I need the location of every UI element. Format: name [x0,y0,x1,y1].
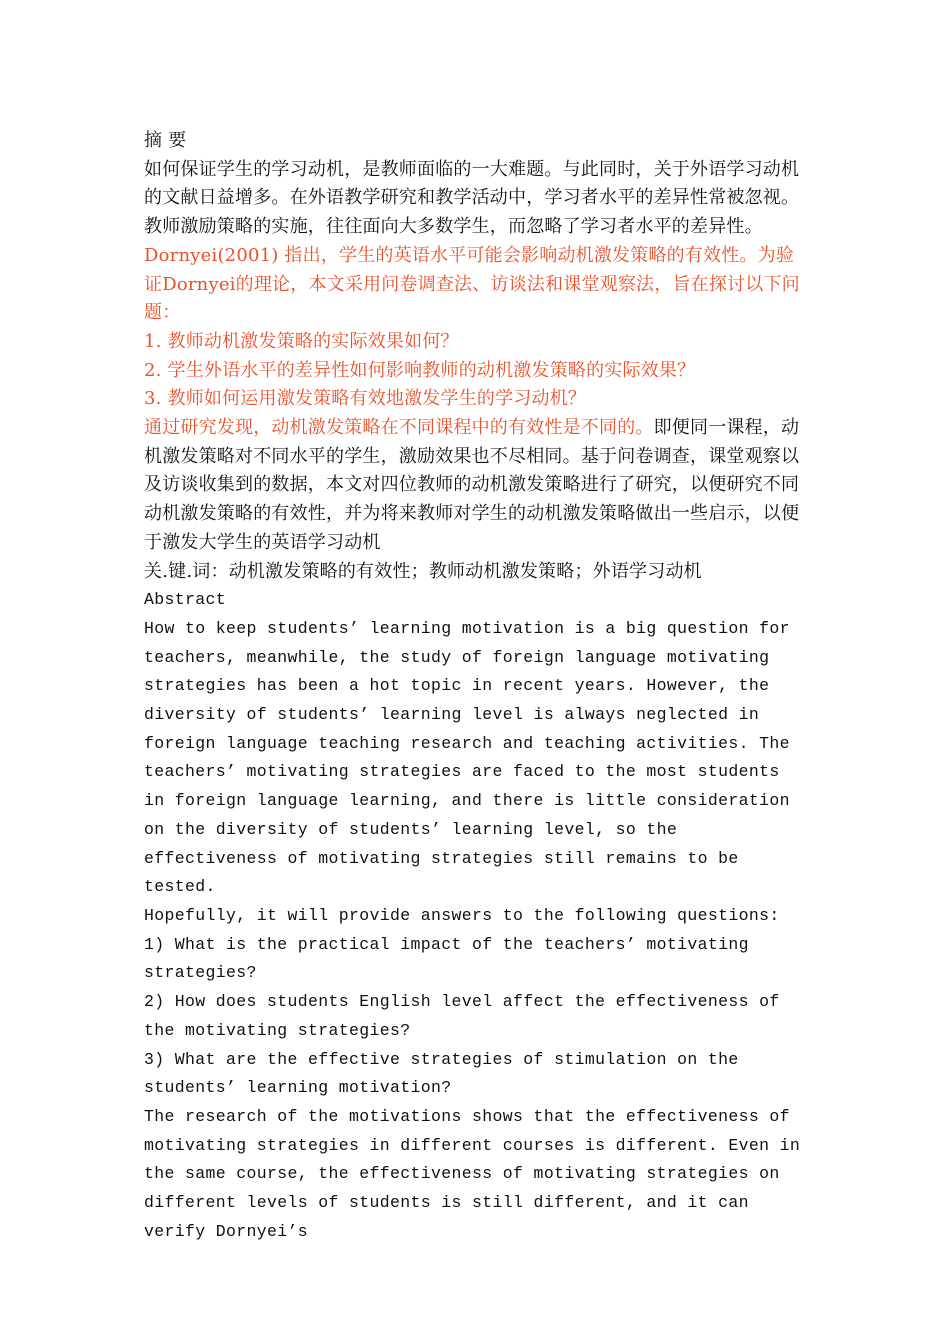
cn-abstract-paragraph: 如何保证学生的学习动机，是教师面临的一大难题。与此同时，关于外语学习动机的文献日益增多。在外语教学研究和教学活动中，学习者水平的差异性常被忽视。教师激励策略的实施，往往面向大多数学生，而忽略了学习者水平的差异性。 [144,158,800,238]
en-abstract-paragraph: How to keep students’ learning motivation is a big question for teachers, meanwhile, the study of foreign language motivating strategies has been a hot topic in recent years. However, the diversity of students’ learning level is always neglected in foreign language teaching research and teaching activities. The teachers’ motivating strategies are faced to the most students in foreign language learning, and there is little consideration on the diversity of students’ learning level, so the effectiveness of motivating strategies still remains to be tested. [144,618,790,897]
en-question-3: 3) What are the effective strategies of stimulation on the students’ learning motivation? [144,1049,739,1098]
document-body [144,127,810,1246]
cn-dornyei-paragraph: Dornyei(2001) 指出，学生的英语水平可能会影响动机激发策略的有效性。为验证Dornyei的理论，本文采用问卷调查法、访谈法和课堂观察法，旨在探讨以下问题： [144,244,800,324]
cn-findings-text: 即便同一课程，动机激发策略对不同水平的学生，激励效果也不尽相同。基于问卷调查，课堂观察以及访谈收集到的数据，本文对四位教师的动机激发策略进行了研究，以便研究不同动机激发策略的有效性，并为将来教师对学生的动机激发策略做出一些启示，以便于激发大学生的英语学习动机 [144,417,800,553]
cn-findings-paragraph [144,414,810,558]
cn-question-1: 1. 教师动机激发策略的实际效果如何？ [144,330,459,352]
cn-abstract-heading: 摘 要 [144,130,187,151]
cn-question-3: 3. 教师如何运用激发策略有效地激发学生的学习动机？ [144,388,587,410]
en-questions-intro: Hopefully, it will provide answers to the following questions: [144,905,780,925]
en-question-1: 1) What is the practical impact of the teachers’ motivating strategies? [144,934,749,983]
en-question-2: 2) How does students English level affect the effectiveness of the motivating strategies? [144,992,780,1040]
en-findings-paragraph: The research of the motivations shows that the effectiveness of motivating strategies in different courses is different. Even in the same course, the effectiveness of motivating strategies on different levels of students is still different, and it can verify Dornyei’s [144,1106,801,1241]
cn-findings-highlight: 通过研究发现，动机激发策略在不同课程中的有效性是不同的。 [144,417,654,439]
en-abstract-heading: Abstract [144,590,227,610]
cn-keywords: 关.键.词：动机激发策略的有效性；教师动机激发策略；外语学习动机 [144,560,702,582]
cn-question-2: 2. 学生外语水平的差异性如何影响教师的动机激发策略的实际效果？ [144,359,696,381]
